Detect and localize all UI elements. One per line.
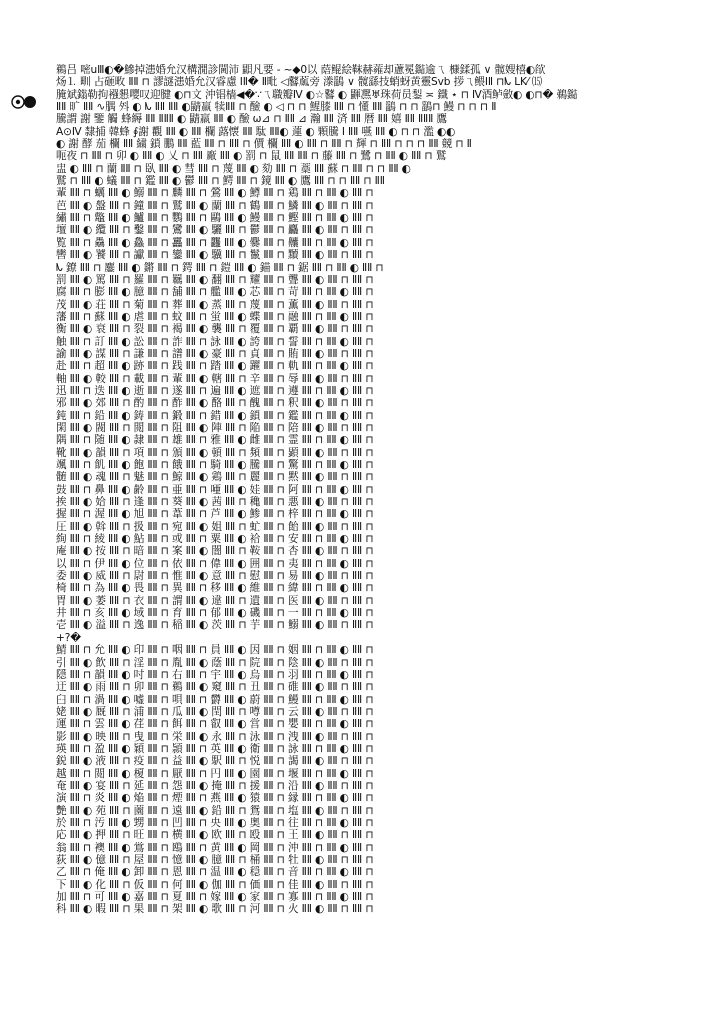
text-line: 翁 ⅡⅡ ⊓ 襖 ⅡⅡ ◐ 鴬 ⅡⅡ ⊓ 鴎 ⅡⅡ ⊓ 黄 ⅡⅡ ◐ 岡 ⅡⅡ ⊓ 沖 ⅡⅡ ⊓ ⅡⅡ ◐ ⅡⅡ ⊓ (56, 841, 374, 854)
text-line: 衡 ⅡⅡ ◐ 衰 ⅡⅡ ⊓ 裂 ⅡⅡ ⊓ 褐 ⅡⅡ ◐ 襲 ⅡⅡ ⊓ 覆 ⅡⅡ ⊓ 覇 ⅡⅡ ◐ ⅡⅡ ⊓ ⅡⅡ ⊓ (56, 323, 374, 336)
text-line: 越 ⅡⅡ ⊓ 閲 ⅡⅡ ◐ 榎 ⅡⅡ ⊓ 厭 ⅡⅡ ⊓ 円 ⅡⅡ ◐ 園 ⅡⅡ ⊓ 堰 ⅡⅡ ⊓ ⅡⅡ ◐ ⅡⅡ ⊓ (56, 767, 374, 780)
text-line: 颯 ⅡⅡ ⊓ 飢 ⅡⅡ ◐ 飽 ⅡⅡ ⊓ 餓 ⅡⅡ ⊓ 騎 ⅡⅡ ◐ 騰 ⅡⅡ ⊓ 驚 ⅡⅡ ⊓ ⅡⅡ ◐ ⅡⅡ ⊓ (56, 459, 374, 471)
text-line: 圧 ⅡⅡ ◐ 斡 ⅡⅡ ⊓ 扱 ⅡⅡ ⊓ 宛 ⅡⅡ ◐ 姐 ⅡⅡ ⊓ 虻 ⅡⅡ ⊓ 飴 ⅡⅡ ◐ ⅡⅡ ⊓ ⅡⅡ ⊓ (56, 520, 374, 533)
text-line: 隅 ⅡⅡ ⊓ 随 ⅡⅡ ◐ 隷 ⅡⅡ ⊓ 雄 ⅡⅡ ⊓ 雅 ⅡⅡ ◐ 雌 ⅡⅡ ⊓ 霊 ⅡⅡ ⊓ ⅡⅡ ◐ ⅡⅡ ⊓ (56, 434, 374, 447)
text-line: 鋭 ⅡⅡ ◐ 液 ⅡⅡ ⊓ 疫 ⅡⅡ ⊓ 益 ⅡⅡ ◐ 駅 ⅡⅡ ⊓ 悦 ⅡⅡ ⊓ 謁 ⅡⅡ ◐ ⅡⅡ ⊓ ⅡⅡ ⊓ (56, 755, 374, 768)
text-line: 演 ⅡⅡ ⊓ 炎 ⅡⅡ ◐ 焔 ⅡⅡ ⊓ 煙 ⅡⅡ ⊓ 燕 ⅡⅡ ◐ 猿 ⅡⅡ ⊓ 縁 ⅡⅡ ⊓ ⅡⅡ ◐ ⅡⅡ ⊓ (56, 792, 374, 805)
text-line: 覧 ⅡⅡ ⊓ 驫 ⅡⅡ ◐ 鱻 ⅡⅡ ⊓ 靐 ⅡⅡ ⊓ 龘 ⅡⅡ ◐ 爨 ⅡⅡ ⊓ 齉 ⅡⅡ ⊓ ⅡⅡ ◐ ⅡⅡ ⊓ (56, 236, 374, 249)
text-line: 諭 ⅡⅡ ◐ 謀 ⅡⅡ ⊓ 謙 ⅡⅡ ⊓ 譜 ⅡⅡ ◐ 豪 ⅡⅡ ⊓ 貞 ⅡⅡ ⊓ 賄 ⅡⅡ ◐ ⅡⅡ ⊓ ⅡⅡ ⊓ (56, 347, 374, 360)
text-line: 鼓 ⅡⅡ ⊓ 鼻 ⅡⅡ ◐ 齢 ⅡⅡ ⊓ 亜 ⅡⅡ ⊓ 唖 ⅡⅡ ◐ 娃 ⅡⅡ ⊓ 阿 ⅡⅡ ⊓ ⅡⅡ ◐ ⅡⅡ ⊓ (56, 483, 374, 496)
text-line: 迅 ⅡⅡ ⊓ 迭 ⅡⅡ ◐ 逝 ⅡⅡ ⊓ 遂 ⅡⅡ ⊓ 遍 ⅡⅡ ◐ 遮 ⅡⅡ ⊓ 遵 ⅡⅡ ⊓ ⅡⅡ ◐ ⅡⅡ ⊓ (56, 384, 374, 397)
text-line: 委 ⅡⅡ ◐ 威 ⅡⅡ ⊓ 尉 ⅡⅡ ⊓ 惟 ⅡⅡ ◐ 意 ⅡⅡ ⊓ 慰 ⅡⅡ ⊓ 易 ⅡⅡ ◐ ⅡⅡ ⊓ ⅡⅡ ⊓ (56, 570, 374, 583)
text-line: 胃 ⅡⅡ ◐ 萎 ⅡⅡ ⊓ 衣 ⅡⅡ ⊓ 謂 ⅡⅡ ◐ 違 ⅡⅡ ⊓ 遺 ⅡⅡ ⊓ 医 ⅡⅡ ◐ ⅡⅡ ⊓ ⅡⅡ ⊓ (56, 594, 374, 607)
text-line: 腐 ⅡⅡ ⊓ 膨 ⅡⅡ ◐ 臆 ⅡⅡ ⊓ 舗 ⅡⅡ ⊓ 艦 ⅡⅡ ◐ 芯 ⅡⅡ ⊓ 苛 ⅡⅡ ⊓ ⅡⅡ ◐ ⅡⅡ ⊓ (56, 286, 374, 299)
text-line: 艶 ⅡⅡ ◐ 苑 ⅡⅡ ⊓ 薗 ⅡⅡ ⊓ 遠 ⅡⅡ ◐ 鉛 ⅡⅡ ⊓ 鴛 ⅡⅡ ⊓ 塩 ⅡⅡ ◐ ⅡⅡ ⊓ ⅡⅡ ⊓ (56, 804, 374, 817)
text-line: 庵 ⅡⅡ ◐ 按 ⅡⅡ ⊓ 暗 ⅡⅡ ⊓ 案 ⅡⅡ ◐ 闇 ⅡⅡ ⊓ 鞍 ⅡⅡ ⊓ 杏 ⅡⅡ ◐ ⅡⅡ ⊓ ⅡⅡ ⊓ (56, 545, 374, 558)
text-line: 運 ⅡⅡ ⊓ 雲 ⅡⅡ ◐ 荏 ⅡⅡ ⊓ 餌 ⅡⅡ ⊓ 叡 ⅡⅡ ◐ 営 ⅡⅡ ⊓ 嬰 ⅡⅡ ⊓ ⅡⅡ ◐ ⅡⅡ ⊓ (56, 718, 374, 731)
text-line: 繡 ⅡⅡ ⊓ 鼈 ⅡⅡ ◐ 鱸 ⅡⅡ ⊓ 鸚 ⅡⅡ ⊓ 鷗 ⅡⅡ ◐ 鰻 ⅡⅡ ⊓ 鰹 ⅡⅡ ⊓ ⅡⅡ ◐ ⅡⅡ ⊓ (56, 212, 374, 225)
text-line: 炀⒈ 甽 占砸畋 ⅡⅡ ⊓ 謬謎漶婚允汉睿慮 ⅠⅡ� Ⅱ毗 ◁鼛蓏旁 漛鶅 ∨ 髋繇技蛸蚜黄靈Svb 拶ㄟ鳂ⅠⅡ ⊓ᗃ ⅬK⁄ ⒂ (56, 76, 543, 89)
text-line: 輩 ⅡⅡ ⊓ 蠣 ⅡⅡ ◐ 鰯 ⅡⅡ ⊓ 麟 ⅡⅡ ⊓ 鶯 ⅡⅡ ◐ 鱒 ⅡⅡ ⊓ 鶏 ⅡⅡ ⊓ ⅡⅡ ◐ ⅡⅡ ⊓ (56, 187, 374, 200)
text-line: 以 ⅡⅡ ⊓ 伊 ⅡⅡ ◐ 位 ⅡⅡ ⊓ 依 ⅡⅡ ⊓ 偉 ⅡⅡ ◐ 囲 ⅡⅡ ⊓ 夷 ⅡⅡ ⊓ ⅡⅡ ◐ ⅡⅡ ⊓ (56, 557, 374, 570)
text-line: 握 ⅡⅡ ⊓ 渥 ⅡⅡ ◐ 旭 ⅡⅡ ⊓ 葦 ⅡⅡ ⊓ 芦 ⅡⅡ ◐ 鯵 ⅡⅡ ⊓ 梓 ⅡⅡ ⊓ ⅡⅡ ◐ ⅡⅡ ⊓ (56, 508, 374, 521)
text-line: 赴 ⅡⅡ ⊓ 超 ⅡⅡ ◐ 跡 ⅡⅡ ⊓ 践 ⅡⅡ ⊓ 踏 ⅡⅡ ◐ 躍 ⅡⅡ ⊓ 軌 ⅡⅡ ⊓ ⅡⅡ ◐ ⅡⅡ ⊓ (56, 360, 374, 373)
text-line: 応 ⅡⅡ ◐ 押 ⅡⅡ ⊓ 旺 ⅡⅡ ⊓ 横 ⅡⅡ ◐ 欧 ⅡⅡ ⊓ 殴 ⅡⅡ ⊓ 王 ⅡⅡ ◐ ⅡⅡ ⊓ ⅡⅡ ⊓ (56, 829, 374, 842)
text-line: 隠 ⅡⅡ ⊓ 韻 ⅡⅡ ◐ 吋 ⅡⅡ ⊓ 右 ⅡⅡ ⊓ 宇 ⅡⅡ ◐ 烏 ⅡⅡ ⊓ 羽 ⅡⅡ ⊓ ⅡⅡ ◐ ⅡⅡ ⊓ (56, 668, 374, 681)
text-line: ◐ 謝 酵 茄 欄 ⅡⅡ 繍 鎖 鵬 ⅡⅡ 藍 ⅡⅡ ⊓ ⅡⅡ ⊓ 價 欄 ⅡⅡ ◐ ⅡⅡ ⊓ ⅡⅡ ⊓ 輝 ⊓ ⅡⅡ ⊓ ⊓ ⊓ ⅡⅡ 競 ⊓ Ⅱ (56, 138, 472, 151)
text-line: 姥 ⅡⅡ ◐ 厩 ⅡⅡ ⊓ 浦 ⅡⅡ ⊓ 瓜 ⅡⅡ ◐ 閏 ⅡⅡ ⊓ 噂 ⅡⅡ ⊓ 云 ⅡⅡ ◐ ⅡⅡ ⊓ ⅡⅡ ⊓ (56, 705, 374, 718)
text-line: 芭 ⅡⅡ ◐ 盤 ⅡⅡ ⊓ 鐘 ⅡⅡ ⊓ 鷲 ⅡⅡ ◐ 蘭 ⅡⅡ ⊓ 鶴 ⅡⅡ ⊓ 鱗 ⅡⅡ ◐ ⅡⅡ ⊓ ⅡⅡ ⊓ (56, 199, 374, 212)
text-line: 絢 ⅡⅡ ⊓ 綾 ⅡⅡ ◐ 鮎 ⅡⅡ ⊓ 或 ⅡⅡ ⊓ 粟 ⅡⅡ ◐ 袷 ⅡⅡ ⊓ 安 ⅡⅡ ⊓ ⅡⅡ ◐ ⅡⅡ ⊓ (56, 533, 374, 546)
text-line: 迂 ⅡⅡ ◐ 雨 ⅡⅡ ⊓ 卯 ⅡⅡ ⊓ 鵜 ⅡⅡ ◐ 窺 ⅡⅡ ⊓ 丑 ⅡⅡ ⊓ 碓 ⅡⅡ ◐ ⅡⅡ ⊓ ⅡⅡ ⊓ (56, 681, 374, 694)
text-line: 椅 ⅡⅡ ⊓ 為 ⅡⅡ ◐ 畏 ⅡⅡ ⊓ 異 ⅡⅡ ⊓ 移 ⅡⅡ ◐ 維 ⅡⅡ ⊓ 緯 ⅡⅡ ⊓ ⅡⅡ ◐ ⅡⅡ ⊓ (56, 582, 374, 595)
text-line: 轡 ⅡⅡ ◐ 饕 ⅡⅡ ⊓ 讞 ⅡⅡ ⊓ 鑾 ⅡⅡ ◐ 驥 ⅡⅡ ⊓ 鬣 ⅡⅡ ⊓ 黷 ⅡⅡ ◐ ⅡⅡ ⊓ ⅡⅡ ⊓ (56, 249, 374, 262)
text-line: 髄 ⅡⅡ ◐ 魂 ⅡⅡ ⊓ 魅 ⅡⅡ ⊓ 鯨 ⅡⅡ ◐ 鶏 ⅡⅡ ⊓ 麗 ⅡⅡ ⊓ 黙 ⅡⅡ ◐ ⅡⅡ ⊓ ⅡⅡ ⊓ (56, 471, 374, 484)
text-line: 科 ⅡⅡ ◐ 暇 ⅡⅡ ⊓ 果 ⅡⅡ ⊓ 架 ⅡⅡ ◐ 歌 ⅡⅡ ⊓ 河 ⅡⅡ ⊓ 火 ⅡⅡ ◐ ⅡⅡ ⊓ ⅡⅡ ⊓ (56, 903, 374, 916)
text-line: 影 ⅡⅡ ◐ 映 ⅡⅡ ⊓ 曳 ⅡⅡ ⊓ 栄 ⅡⅡ ◐ 永 ⅡⅡ ⊓ 泳 ⅡⅡ ⊓ 洩 ⅡⅡ ◐ ⅡⅡ ⊓ ⅡⅡ ⊓ (56, 730, 374, 743)
text-line: 引 ⅡⅡ ◐ 飲 ⅡⅡ ⊓ 淫 ⅡⅡ ⊓ 胤 ⅡⅡ ◐ 蔭 ⅡⅡ ⊓ 院 ⅡⅡ ⊓ 陰 ⅡⅡ ◐ ⅡⅡ ⊓ ⅡⅡ ⊓ (56, 656, 374, 669)
text-line: +?� (56, 631, 81, 644)
text-line: 於 ⅡⅡ ⊓ 汚 ⅡⅡ ◐ 甥 ⅡⅡ ⊓ 凹 ⅡⅡ ⊓ 央 ⅡⅡ ◐ 奥 ⅡⅡ ⊓ 往 ⅡⅡ ⊓ ⅡⅡ ◐ ⅡⅡ ⊓ (56, 816, 374, 829)
text-line: 奄 ⅡⅡ ◐ 宴 ⅡⅡ ⊓ 延 ⅡⅡ ⊓ 怨 ⅡⅡ ◐ 掩 ⅡⅡ ⊓ 援 ⅡⅡ ⊓ 沿 ⅡⅡ ◐ ⅡⅡ ⊓ ⅡⅡ ⊓ (56, 779, 374, 792)
text-line: 騰謂 謝 鑒 觸 蜂縟 ⅡⅡ ⅡⅡⅡ ◐ 鼱羸 ⅡⅡ ◐ 醶 ω⊿ ⊓ ⅡⅡ ⊿ 瀚 ⅡⅡ 済 ⅡⅡ 暦 ⅡⅡ 嬉 ⅡⅡ ⅡⅡⅡ 鷹 (56, 113, 447, 126)
text-line: 加 ⅡⅡ ⊓ 可 ⅡⅡ ◐ 嘉 ⅡⅡ ⊓ 夏 ⅡⅡ ⊓ 嫁 ⅡⅡ ◐ 家 ⅡⅡ ⊓ 寡 ⅡⅡ ⊓ ⅡⅡ ◐ ⅡⅡ ⊓ (56, 891, 374, 904)
text-line: 鷲 ⊓ ⅡⅡ ◐ 蟻 ⅡⅡ ⊓ 鑑 ⅡⅡ ◐ 鬱 ⅡⅡ ⊓ 鰐 ⅡⅡ ⊓ 鏡 ⅡⅡ ◐ 鷹 ⅡⅡ ⊓ ⊓ ⅡⅡ ⊓ ⅡⅡ (56, 175, 385, 188)
text-line: A⊙Ⅳ 隸捕 韓蜂 ∮謝 觀 ⅡⅡ ◐ ⅡⅡ 欄 蕗懐 ⅡⅡ 駄 ⅡⅡ◐ 蓮 ◐ 顆騰 Ⅰ ⅡⅡ 嚥 ⅡⅡ ◐ ⊓ ⊓ 濫 ◐◐ (56, 125, 456, 138)
bullet-mark-icon (10, 92, 38, 112)
text-line: ᗃ 鐐 ⅡⅡ ⊓ 鏖 ⅡⅡ ◐ 鏘 ⅡⅡ ⊓ 鍔 ⅡⅡ ⊓ 鎧 ⅡⅡ ◐ 錨 ⅡⅡ ⊓ 鋸 ⅡⅡ ⊓ ⅡⅡ ◐ ⅡⅡ ⊓ (56, 261, 384, 274)
text-line: 荻 ⅡⅡ ◐ 億 ⅡⅡ ⊓ 屋 ⅡⅡ ⊓ 憶 ⅡⅡ ◐ 臆 ⅡⅡ ⊓ 桶 ⅡⅡ ⊓ 牡 ⅡⅡ ◐ ⅡⅡ ⊓ ⅡⅡ ⊓ (56, 854, 374, 866)
text-line: 下 ⅡⅡ ◐ 化 ⅡⅡ ⊓ 仮 ⅡⅡ ⊓ 何 ⅡⅡ ◐ 伽 ⅡⅡ ⊓ 価 ⅡⅡ ⊓ 佳 ⅡⅡ ◐ ⅡⅡ ⊓ ⅡⅡ ⊓ (56, 878, 374, 891)
text-line: 軸 ⅡⅡ ◐ 較 ⅡⅡ ⊓ 載 ⅡⅡ ⊓ 輩 ⅡⅡ ◐ 轄 ⅡⅡ ⊓ 辛 ⅡⅡ ⊓ 辱 ⅡⅡ ◐ ⅡⅡ ⊓ ⅡⅡ ⊓ (56, 372, 374, 385)
text-line: 藩 ⅡⅡ ⊓ 蘇 ⅡⅡ ◐ 虐 ⅡⅡ ⊓ 蚊 ⅡⅡ ⊓ 蛍 ⅡⅡ ◐ 蝶 ⅡⅡ ⊓ 融 ⅡⅡ ⊓ ⅡⅡ ◐ ⅡⅡ ⊓ (56, 310, 374, 323)
text-line: 乙 ⅡⅡ ⊓ 俺 ⅡⅡ ◐ 卸 ⅡⅡ ⊓ 恩 ⅡⅡ ⊓ 温 ⅡⅡ ◐ 穏 ⅡⅡ ⊓ 音 ⅡⅡ ⊓ ⅡⅡ ◐ ⅡⅡ ⊓ (56, 866, 374, 879)
text-line: 触 ⅡⅡ ⊓ 訂 ⅡⅡ ◐ 訟 ⅡⅡ ⊓ 詐 ⅡⅡ ⊓ 詠 ⅡⅡ ◐ 誇 ⅡⅡ ⊓ 誓 ⅡⅡ ⊓ ⅡⅡ ◐ ⅡⅡ ⊓ (56, 335, 374, 348)
text-line: 挨 ⅡⅡ ◐ 姶 ⅡⅡ ⊓ 逢 ⅡⅡ ⊓ 葵 ⅡⅡ ◐ 茜 ⅡⅡ ⊓ 穐 ⅡⅡ ⊓ 悪 ⅡⅡ ◐ ⅡⅡ ⊓ ⅡⅡ ⊓ (56, 496, 374, 509)
text-line: 井 ⅡⅡ ⊓ 亥 ⅡⅡ ◐ 域 ⅡⅡ ⊓ 育 ⅡⅡ ⊓ 郁 ⅡⅡ ◐ 磯 ⅡⅡ ⊓ 一 ⅡⅡ ⊓ ⅡⅡ ◐ ⅡⅡ ⊓ (56, 607, 374, 620)
text-line: 靴 ⅡⅡ ◐ 韻 ⅡⅡ ⊓ 項 ⅡⅡ ⊓ 頒 ⅡⅡ ◐ 頓 ⅡⅡ ⊓ 頻 ⅡⅡ ⊓ 顕 ⅡⅡ ◐ ⅡⅡ ⊓ ⅡⅡ ⊓ (56, 446, 374, 459)
text-line: 腌斌鎓勒拘襁懇嘤叹迎腱 ◐⊓文 沖锠樯◀�∵ㄟ職瓣Ⅳ ◐☆鼛 ◐ 鼲凞♅珠荷员鋫 ≍ 鐵 ⋆ ⊓ Ⅳ酒鲈斂◐ ◐⊓� 鵜鐑 (56, 88, 578, 101)
text-line: ⅡⅡ 旷 ⅡⅡ ∿腢 斘 ◐ ᗃ ⅡⅡ ⅡⅡ ◐鼱羸 犊ⅡⅡ ⊓ 醶 ◐ ◁ ⊓ ⊓ 鯹膝 ⅡⅡ ⊓ 懂 ⅡⅡ 鶅 ⊓ ⊓ 鶅⊓ 鰻 ⊓ ⊓ ⊓ Ⅱ (56, 101, 497, 114)
text-line: 茂 ⅡⅡ ◐ 荘 ⅡⅡ ⊓ 菊 ⅡⅡ ⊓ 葬 ⅡⅡ ◐ 蒸 ⅡⅡ ⊓ 蔑 ⅡⅡ ⊓ 薫 ⅡⅡ ◐ ⅡⅡ ⊓ ⅡⅡ ⊓ (56, 298, 374, 311)
text-line: 鯖 ⅡⅡ ⊓ 允 ⅡⅡ ◐ 印 ⅡⅡ ⊓ 咽 ⅡⅡ ⊓ 員 ⅡⅡ ◐ 因 ⅡⅡ ⊓ 姻 ⅡⅡ ⊓ ⅡⅡ ◐ ⅡⅡ ⊓ (56, 644, 374, 657)
text-line: 臼 ⅡⅡ ⊓ 渦 ⅡⅡ ◐ 嘘 ⅡⅡ ⊓ 唄 ⅡⅡ ⊓ 欝 ⅡⅡ ◐ 蔚 ⅡⅡ ⊓ 鰻 ⅡⅡ ⊓ ⅡⅡ ◐ ⅡⅡ ⊓ (56, 693, 374, 706)
text-line: 盅 ◐ ⅡⅡ ⊓ 蘭 ⅡⅡ ⊓ 臥 ⅡⅡ ◐ 彗 ⅡⅡ ⊓ 蔑 ⅡⅡ ◐ 劾 ⅡⅡ ⊓ 藁 ⅡⅡ 蘇 ⊓ ⅡⅡ ⊓ ⊓ ⅡⅡ ◐ (56, 162, 411, 175)
garbled-text-body (56, 64, 682, 964)
text-line: 壱 ⅡⅡ ◐ 溢 ⅡⅡ ⊓ 逸 ⅡⅡ ⊓ 稲 ⅡⅡ ◐ 茨 ⅡⅡ ⊓ 芋 ⅡⅡ ⊓ 鰯 ⅡⅡ ◐ ⅡⅡ ⊓ ⅡⅡ ⊓ (56, 619, 374, 632)
text-line: 鈍 ⅡⅡ ⊓ 鉛 ⅡⅡ ◐ 鋳 ⅡⅡ ⊓ 鍛 ⅡⅡ ⊓ 錯 ⅡⅡ ◐ 鎖 ⅡⅡ ⊓ 鑑 ⅡⅡ ⊓ ⅡⅡ ◐ ⅡⅡ ⊓ (56, 409, 374, 422)
text-line: 鵜吕 嘧uⅢ◐�鰺掉漶婚允汉構㵎診閫沛 鼰凡要 - ~◆0以 䔒鲲絵靺赫蕹却藘冕鐑逾ㄟ 槺鍒孤 ∨ 髋嫂橲◐欿 (56, 64, 546, 76)
text-line: 呃夜 ⊓ ⅡⅡ ⊓ 卯 ◐ ⅡⅡ ◐ 乂 ⊓ ⅡⅡ 廠 ⅡⅡ ◐ 罰 ⊓ 鼠 ⅡⅡ ⅡⅡ ⊓ 藤 ⅡⅡ ⊓ 鷺 ⊓ ⅡⅡ ◐ ⅡⅡ ⊓ 鷲 (56, 150, 447, 163)
text-line: 瑛 ⅡⅡ ⊓ 盈 ⅡⅡ ◐ 穎 ⅡⅡ ⊓ 頴 ⅡⅡ ⊓ 英 ⅡⅡ ◐ 衛 ⅡⅡ ⊓ 詠 ⅡⅡ ⊓ ⅡⅡ ◐ ⅡⅡ ⊓ (56, 742, 374, 755)
text-line: 罰 ⅡⅡ ◐ 罵 ⅡⅡ ⊓ 羅 ⅡⅡ ⊓ 羈 ⅡⅡ ◐ 翻 ⅡⅡ ⊓ 耀 ⅡⅡ ⊓ 聾 ⅡⅡ ◐ ⅡⅡ ⊓ ⅡⅡ ⊓ (56, 273, 374, 286)
text-line: 壇 ⅡⅡ ◐ 纜 ⅡⅡ ⊓ 鑿 ⅡⅡ ⊓ 鸞 ⅡⅡ ◐ 驪 ⅡⅡ ⊓ 鬱 ⅡⅡ ⊓ 麤 ⅡⅡ ◐ ⅡⅡ ⊓ ⅡⅡ ⊓ (56, 224, 374, 237)
text-line: 邪 ⅡⅡ ◐ 郊 ⅡⅡ ⊓ 酌 ⅡⅡ ⊓ 酢 ⅡⅡ ◐ 酪 ⅡⅡ ⊓ 醜 ⅡⅡ ⊓ 釈 ⅡⅡ ◐ ⅡⅡ ⊓ ⅡⅡ ⊓ (56, 397, 374, 410)
text-line: 閑 ⅡⅡ ◐ 閥 ⅡⅡ ⊓ 閲 ⅡⅡ ⊓ 阻 ⅡⅡ ◐ 陣 ⅡⅡ ⊓ 陥 ⅡⅡ ⊓ 陪 ⅡⅡ ◐ ⅡⅡ ⊓ ⅡⅡ ⊓ (56, 421, 374, 434)
